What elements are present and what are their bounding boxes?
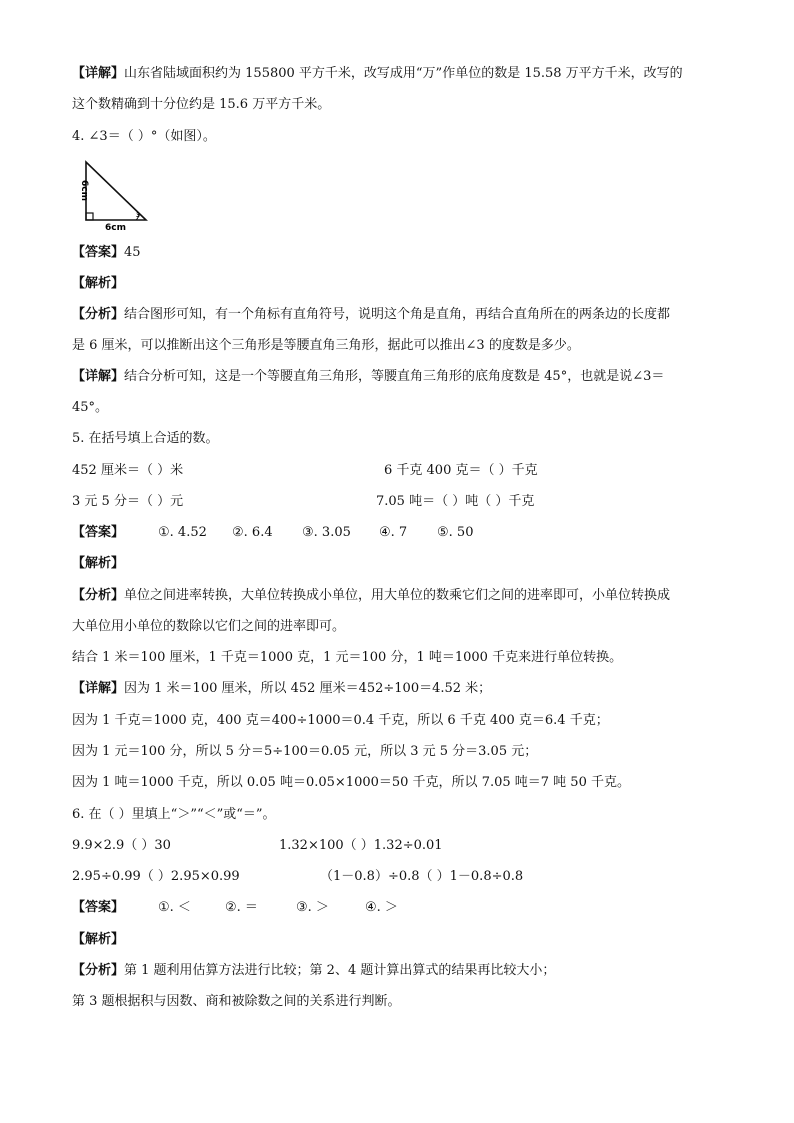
q5-fenxi-line1: [72, 586, 670, 606]
q5-fenxi-line3: 结合 1 米＝100 厘米，1 千克＝1000 克，1 元＝100 分，1 吨＝1000 千克来进行单位转换。: [72, 650, 623, 665]
detail-tag: 【详解】: [72, 369, 125, 384]
answer-tag: 【答案】: [72, 245, 125, 260]
q5-detail-line1: [72, 679, 491, 699]
angle-3-label: 3: [136, 212, 141, 219]
q6-fenxi-text1: 第 1 题利用估算方法进行比较；第 2、4 题计算出算式的结果再比较大小；: [124, 963, 556, 978]
q4-answer-line: [72, 243, 141, 263]
fenxi-tag: 【分析】: [72, 588, 125, 603]
q3-detail-text1: 山东省陆域面积约为 155800 平方千米，改写成用“万”作单位的数是 15.58 万平方千米，改写的: [124, 66, 683, 81]
q5-analysis-tag: 【解析】: [72, 556, 125, 571]
q4-question: 4. ∠3＝（ ）°（如图）。: [72, 129, 216, 144]
q4-triangle-figure: [72, 158, 154, 238]
answer-tag: 【答案】: [72, 900, 125, 915]
q6-answer-4: ④. ＞: [365, 900, 398, 915]
q5-detail-line4: 因为 1 吨＝1000 千克，所以 0.05 吨＝0.05×1000＝50 千克，所以 7.05 吨＝7 吨 50 千克。: [72, 775, 630, 790]
q4-fenxi-text1: 结合图形可知，有一个角标有直角符号，说明这个角是直角，再结合直角所在的两条边的长度都: [124, 307, 671, 322]
q6-answer-1: ①. ＜: [158, 900, 191, 915]
q4-detail-line2: 45°。: [72, 400, 109, 415]
q5-detail-line3: 因为 1 元＝100 分，所以 5 分＝5÷100＝0.05 元，所以 3 元 5 分＝3.05 元；: [72, 744, 538, 759]
q4-fenxi-line1: [72, 305, 670, 325]
q6-row1-a: 9.9×2.9（ ）30: [72, 838, 171, 853]
q5-answer-2: ②. 6.4: [232, 525, 273, 540]
q5-fenxi-line2: 大单位用小单位的数除以它们之间的进率即可。: [72, 619, 346, 634]
q5-question: 5. 在括号填上合适的数。: [72, 431, 219, 446]
fenxi-tag: 【分析】: [72, 307, 125, 322]
q3-detail-line2: 这个数精确到十分位约是 15.6 万平方千米。: [72, 97, 331, 112]
q5-row2-left: 3 元 5 分＝（ ）元: [72, 494, 184, 509]
right-angle-mark: [86, 213, 93, 220]
q6-row2-a: 2.95÷0.99（ ）2.95×0.99: [72, 869, 240, 884]
detail-tag: 【详解】: [72, 66, 125, 81]
q5-fenxi-text1: 单位之间进率转换，大单位转换成小单位，用大单位的数乘它们之间的进率即可，小单位转换成: [124, 588, 671, 603]
q5-answer-1: ①. 4.52: [158, 525, 207, 540]
q5-detail-line2: 因为 1 千克＝1000 克，400 克＝400÷1000＝0.4 千克，所以 6 千克 400 克＝6.4 千克；: [72, 713, 609, 728]
answer-tag: 【答案】: [72, 525, 125, 540]
side-left-label: 6cm: [79, 180, 89, 201]
q6-analysis-tag: 【解析】: [72, 932, 125, 947]
q3-detail-line1: [72, 64, 683, 84]
q4-analysis-tag: 【解析】: [72, 276, 125, 291]
side-bottom-label: 6cm: [105, 223, 126, 233]
q5-answer-4: ④. 7: [379, 525, 408, 540]
q6-answer-3: ③. ＞: [296, 900, 329, 915]
q4-detail-line1: [72, 367, 664, 387]
q6-question: 6. 在（ ）里填上“＞”“＜”或“＝”。: [72, 807, 276, 822]
q5-answer-5: ⑤. 50: [437, 525, 474, 540]
q6-answer-2: ②. ＝: [225, 900, 258, 915]
q4-detail-text1: 结合分析可知，这是一个等腰直角三角形，等腰直角三角形的底角度数是 45°，也就是说∠3＝: [124, 369, 665, 384]
q6-fenxi-line1: [72, 961, 555, 981]
q5-detail-text1: 因为 1 米＝100 厘米，所以 452 厘米＝452÷100＝4.52 米；: [124, 681, 492, 696]
q5-row1-right: 6 千克 400 克＝（ ）千克: [384, 463, 538, 478]
q5-row1-left: 452 厘米＝（ ）米: [72, 463, 184, 478]
q5-answer-line: [72, 523, 124, 543]
detail-tag: 【详解】: [72, 681, 125, 696]
q6-fenxi-line2: 第 3 题根据积与因数、商和被除数之间的关系进行判断。: [72, 994, 401, 1009]
q4-fenxi-line2: 是 6 厘米，可以推断出这个三角形是等腰直角三角形，据此可以推出∠3 的度数是多少。: [72, 338, 580, 353]
q6-row2-b: （1－0.8）÷0.8（ ）1－0.8÷0.8: [320, 869, 524, 884]
q5-answer-3: ③. 3.05: [302, 525, 351, 540]
fenxi-tag: 【分析】: [72, 963, 125, 978]
q5-row2-right: 7.05 吨＝（ ）吨（ ）千克: [376, 494, 535, 509]
q4-answer-value: 45: [124, 245, 141, 260]
q6-answer-line: [72, 898, 124, 918]
q6-row1-b: 1.32×100（ ）1.32÷0.01: [279, 838, 443, 853]
